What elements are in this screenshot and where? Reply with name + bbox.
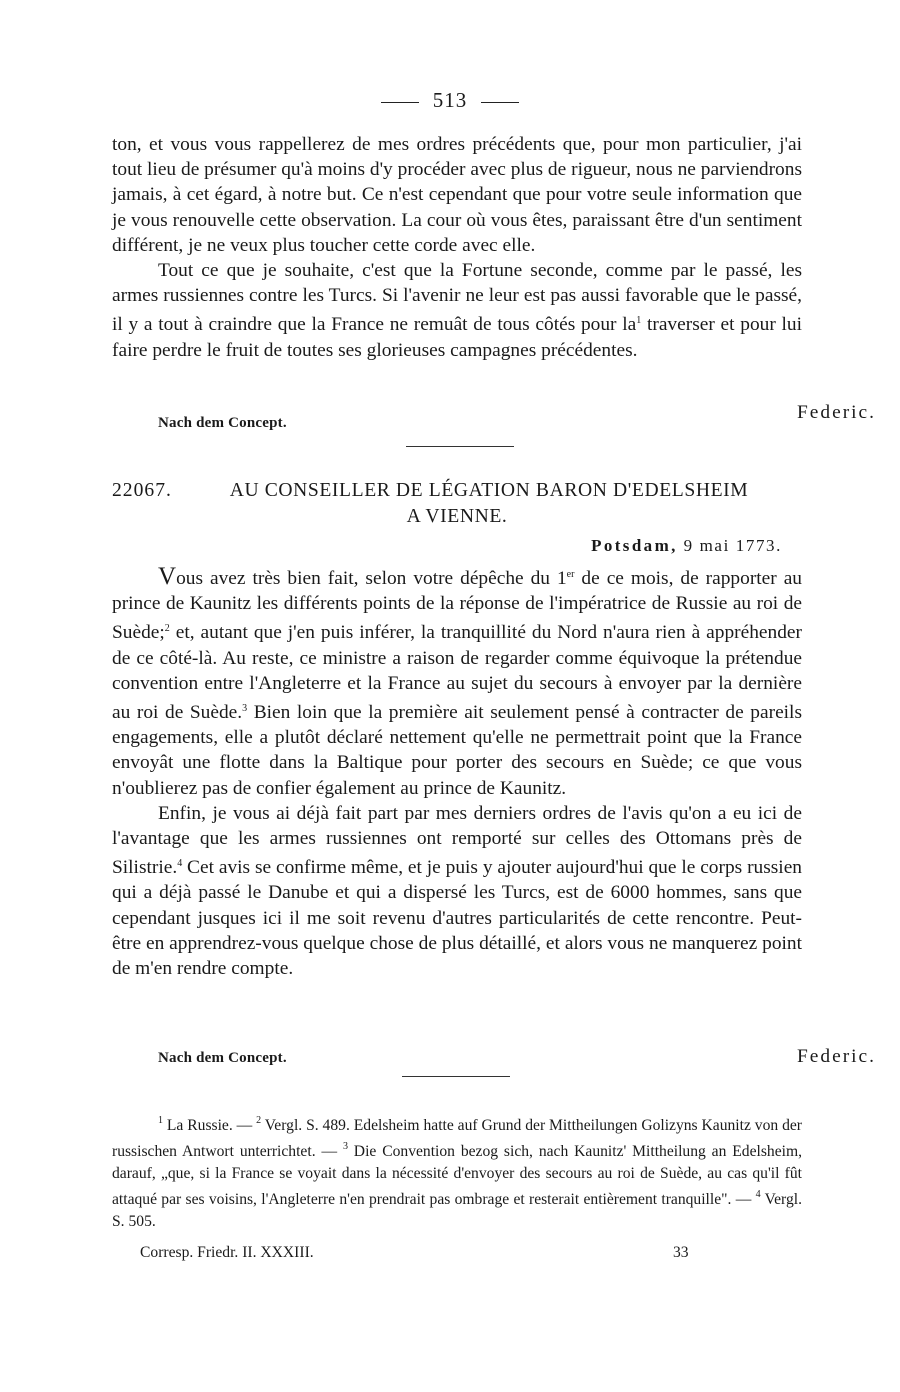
- dateline-date: 9 mai 1773.: [683, 536, 782, 555]
- page-header: [0, 88, 900, 113]
- letter-1-source: Nach dem Concept.: [158, 415, 287, 431]
- letter-2-title-line-2: A VIENNE.: [406, 506, 508, 527]
- letter-2-body: [112, 562, 802, 981]
- letter-2-title-line-1: AU CONSEILLER DE LÉGATION BARON D'EDELSHEIM: [229, 480, 749, 501]
- letter-2-paragraph-1: Vous avez très bien fait, selon votre dépêche du 1er de ce mois, de rapporter au prince de Kaunitz les différents points de la réponse de l'impératrice de Russie au roi de Suède;$^2$ et, autant que j'en puis inférer, la tranquillité du Nord n'aura rien à appréhender de ce côté-là. Au reste, ce ministre a raison de regarder comme équivoque la prétendue convention entre l'Angleterre et la France au sujet du secours à envoyer par la dernière au roi de Suède.$^3$ Bien loin que la première ait seulement pensé à contracter de pareils engagements, elle a plutôt déclaré nettement qu'elle ne permettrait point que la France envoyât une flotte dans la Baltique pour porter des secours en Suède; ce que vous n'oublierez pas de confier également au prince de Kaunitz.: [112, 563, 802, 799]
- letter-number: 22067.: [112, 480, 172, 501]
- letter-2-paragraph-2: Enfin, je vous ai déjà fait part par mes derniers ordres de l'avis qu'on a eu ici de l'avantage que les armes russiennes ont remporté sur celles des Ottomans près de Silistrie.$^4$ Cet avis se confirme même, et je puis y ajouter aujourd'hui que le corps russien qui a déjà passé le Danube et qui a dispersé les Turcs, est de 6000 hommes, sans que cependant jusques ici il me soit revenu d'autres particularités de cette rencontre. Peut-être en apprendrez-vous quelque chose de plus détaillé, et alors vous ne manquerez point de m'en rendre compte.: [112, 802, 802, 980]
- page-footer: [140, 1244, 700, 1262]
- initial-letter: V: [158, 563, 177, 590]
- dateline: [591, 536, 782, 556]
- header-rule-right: [481, 102, 519, 103]
- footnotes: [112, 1110, 802, 1232]
- letter-1-signature: Federic.: [797, 402, 876, 423]
- footnote-block: $^1$ La Russie. — $^2$ Vergl. S. 489. Edelsheim hatte auf Grund der Mittheilungen Golizyns Kaunitz von der russischen Antwort unterrichtet. — $^3$ Die Convention bezog sich, nach Kaunitz' Mittheilung an Edelsheim, darauf, „que, si la France se voyait dans la nécessité d'envoyer des secours au roi de Suède, au cas qu'il fût attaqué par ses voisins, l'Angleterre n'en prendrait pas ombrage et resterait entièrement tranquille". — $^4$ Vergl. S. 505.: [112, 1115, 802, 1230]
- letter-1-body: [112, 132, 802, 363]
- footnote-ref-3: 3: [242, 703, 248, 715]
- letter-2-heading: [112, 478, 802, 530]
- footnote-ref-1: 1: [636, 315, 642, 327]
- letter-2-signature: Federic.: [797, 1046, 876, 1067]
- dateline-place: Potsdam,: [591, 536, 678, 555]
- letter-1-paragraph-2: Tout ce que je souhaite, c'est que la Fortune seconde, comme par le passé, les armes russiennes contre les Turcs. Si l'avenir ne leur est pas aussi favorable que le passé, il y a tout à craindre que la France ne remuât de tous côtés pour $la^1$ traverser et pour lui faire perdre le fruit de toutes ses glorieuses campagnes précédentes.: [112, 260, 803, 361]
- page-number: 513: [432, 88, 468, 112]
- footnote-ref-2: 2: [164, 623, 170, 635]
- footnote-separator: [402, 1076, 510, 1077]
- section-separator: [406, 446, 514, 447]
- letter-1-paragraph-1: ton, et vous vous rappellerez de mes ordres précédents que, pour mon particulier, j'ai tout lieu de présumer qu'à moins d'y procéder avec plus de rigueur, nous ne parviendrons jamais, à cet égard, à notre but. Ce n'est cependant que pour votre seule information que je vous renouvelle cette observation. La cour où vous êtes, paraissant être d'un sentiment différent, je ne veux plus toucher cette corde avec elle.: [112, 134, 802, 256]
- letter-2-source: Nach dem Concept.: [158, 1050, 287, 1066]
- header-rule-left: [381, 102, 419, 103]
- footer-sheet-number: 33: [673, 1244, 689, 1261]
- footer-signature-mark: Corresp. Friedr. II. XXXIII.: [140, 1244, 314, 1261]
- footnote-ref-4: 4: [177, 858, 183, 870]
